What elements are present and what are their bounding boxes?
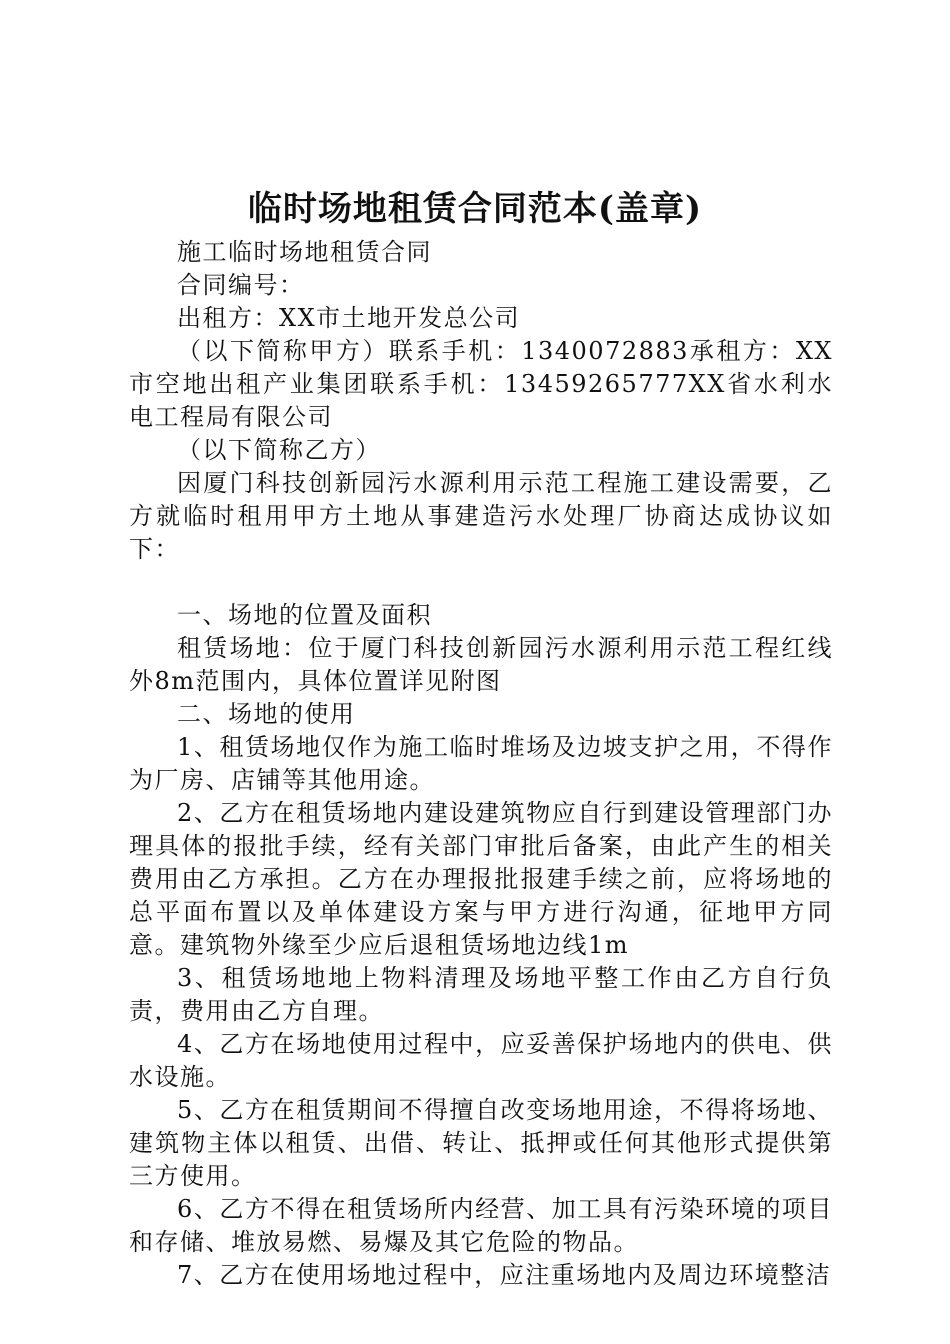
section-heading-location: 一、场地的位置及面积: [177, 601, 432, 629]
paragraph-party-b-note: （以下简称乙方）: [177, 436, 381, 464]
paragraph-preamble: 因厦门科技创新园污水源利用示范工程施工建设需要，乙方就临时租用甲方土地从事建造污水处理厂协商达成协议如下：: [129, 469, 833, 563]
paragraph-contract-name: 施工临时场地租赁合同: [177, 238, 432, 266]
clause-1: 1、租赁场地仅作为施工临时堆场及边坡支护之用，不得作为厂房、店铺等其他用途。: [129, 733, 833, 794]
paragraph-contract-number: 合同编号：: [177, 271, 305, 299]
clause-3: 3、租赁场地地上物料清理及场地平整工作由乙方自行负责，费用由乙方自理。: [129, 964, 833, 1025]
document-title: 临时场地租赁合同范本(盖章): [247, 189, 703, 229]
section-heading-usage: 二、场地的使用: [177, 700, 356, 728]
clause-7: 7、乙方在使用场地过程中，应注重场地内及周边环境整洁: [177, 1261, 832, 1289]
clause-6: 6、乙方不得在租赁场所内经营、加工具有污染环境的项目和存储、堆放易燃、易爆及其它危险的物品。: [129, 1195, 833, 1256]
paragraph-leased-site: 租赁场地：位于厦门科技创新园污水源利用示范工程红线外8m范围内，具体位置详见附图: [129, 634, 833, 695]
clause-4: 4、乙方在场地使用过程中，应妥善保护场地内的供电、供水设施。: [129, 1030, 833, 1091]
paragraph-lessor: 出租方：XX市土地开发总公司: [177, 304, 521, 332]
paragraph-party-info: （以下简称甲方）联系手机：1340072883承租方：XX市空地出租产业集团联系手机：13459265777XX省水利水电工程局有限公司: [129, 337, 833, 431]
clause-2: 2、乙方在租赁场地内建设建筑物应自行到建设管理部门办理具体的报批手续，经有关部门审批后备案，由此产生的相关费用由乙方承担。乙方在办理报批报建手续之前，应将场地的总平面布置以及单体建设方案与甲方进行沟通，征地甲方同意。建筑物外缘至少应后退租赁场地边线1m: [129, 799, 833, 959]
clause-5: 5、乙方在租赁期间不得擅自改变场地用途，不得将场地、建筑物主体以租赁、出借、转让、抵押或任何其他形式提供第三方使用。: [129, 1096, 833, 1190]
blank-line: [129, 566, 833, 599]
document-body: [129, 236, 833, 1292]
